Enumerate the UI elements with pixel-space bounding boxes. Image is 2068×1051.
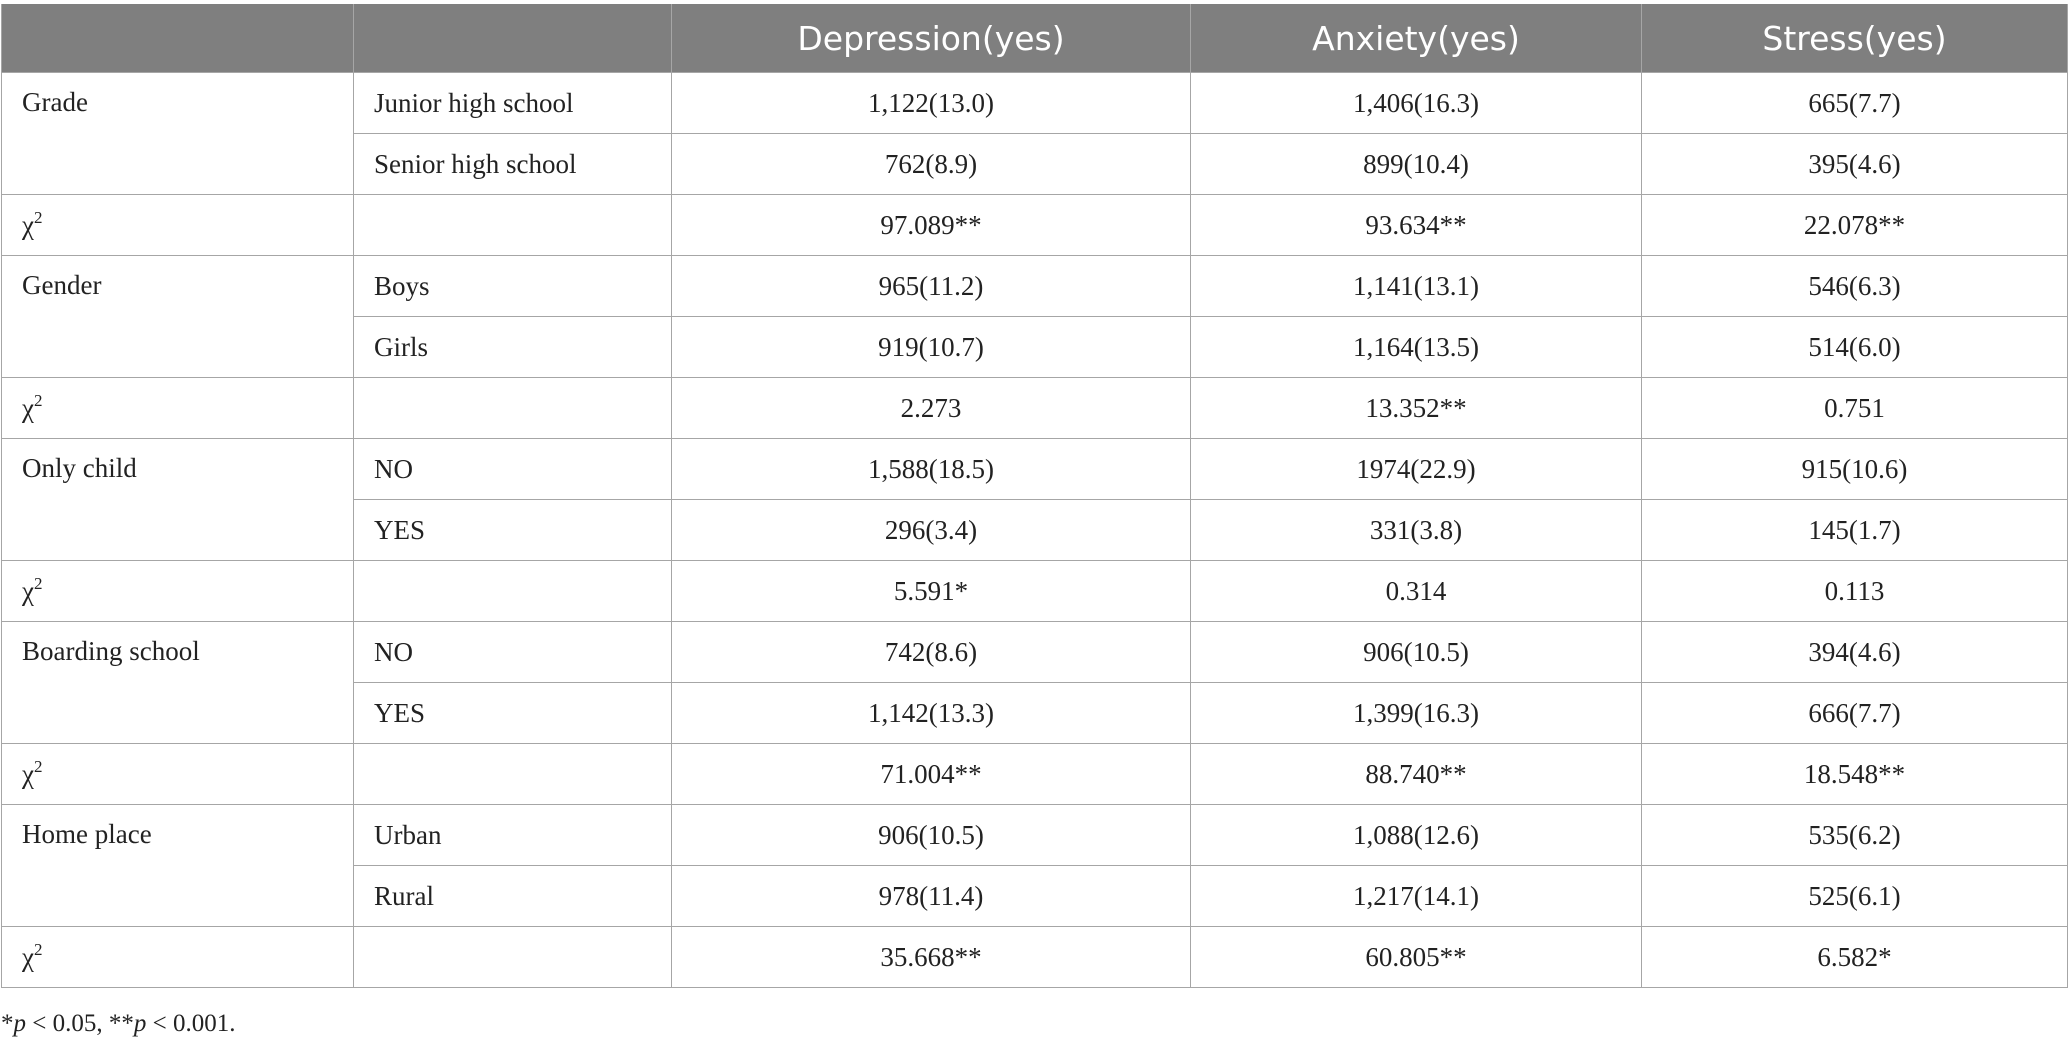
chi-square-row — [2, 378, 2068, 439]
value-cell-depression: 742(8.6) — [672, 622, 1191, 683]
value-cell-depression: 906(10.5) — [672, 805, 1191, 866]
value-cell-depression: 919(10.7) — [672, 317, 1191, 378]
chi-symbol: χ — [22, 392, 34, 423]
chi-square-row — [2, 744, 2068, 805]
chi-symbol: χ — [22, 758, 34, 789]
header-cell-anxiety: Anxiety(yes) — [1191, 4, 1642, 73]
level-cell: YES — [354, 500, 672, 561]
chi-symbol: χ — [22, 941, 34, 972]
value-cell-stress: 915(10.6) — [1642, 439, 2068, 500]
value-cell-depression: 965(11.2) — [672, 256, 1191, 317]
header-cell-variable — [2, 4, 354, 73]
footnote-star-2: ** — [108, 1010, 134, 1037]
chi-value-anxiety: 0.314 — [1191, 561, 1642, 622]
level-cell: YES — [354, 683, 672, 744]
chi-value-depression: 5.591* — [672, 561, 1191, 622]
table-row — [2, 439, 2068, 500]
chi-square-label — [2, 927, 354, 988]
value-cell-depression: 1,588(18.5) — [672, 439, 1191, 500]
value-cell-stress: 525(6.1) — [1642, 866, 2068, 927]
value-cell-depression: 978(11.4) — [672, 866, 1191, 927]
variable-cell: Home place — [2, 805, 354, 927]
chi-square-row — [2, 561, 2068, 622]
value-cell-depression: 296(3.4) — [672, 500, 1191, 561]
chi-superscript: 2 — [33, 939, 43, 959]
table-container — [0, 4, 2068, 988]
table-footnote — [1, 1010, 235, 1038]
header-cell-level — [354, 4, 672, 73]
chi-square-row — [2, 927, 2068, 988]
level-cell: Senior high school — [354, 134, 672, 195]
chi-value-stress: 0.751 — [1642, 378, 2068, 439]
level-cell: NO — [354, 622, 672, 683]
table-row — [2, 256, 2068, 317]
level-cell: Junior high school — [354, 73, 672, 134]
chi-value-stress: 22.078** — [1642, 195, 2068, 256]
chi-value-anxiety: 13.352** — [1191, 378, 1642, 439]
empty-cell — [354, 195, 672, 256]
chi-value-anxiety: 60.805** — [1191, 927, 1642, 988]
value-cell-depression: 1,122(13.0) — [672, 73, 1191, 134]
footnote-p-var-1: p — [13, 1010, 26, 1037]
chi-square-label — [2, 195, 354, 256]
value-cell-depression: 762(8.9) — [672, 134, 1191, 195]
value-cell-anxiety: 1,141(13.1) — [1191, 256, 1642, 317]
level-cell: Girls — [354, 317, 672, 378]
header-row — [2, 4, 2068, 73]
chi-superscript: 2 — [33, 207, 43, 227]
value-cell-anxiety: 899(10.4) — [1191, 134, 1642, 195]
level-cell: NO — [354, 439, 672, 500]
chi-superscript: 2 — [33, 573, 43, 593]
value-cell-stress: 514(6.0) — [1642, 317, 2068, 378]
value-cell-stress: 145(1.7) — [1642, 500, 2068, 561]
chi-square-label — [2, 561, 354, 622]
value-cell-stress: 665(7.7) — [1642, 73, 2068, 134]
value-cell-anxiety: 1,164(13.5) — [1191, 317, 1642, 378]
footnote-p-var-2: p — [133, 1010, 147, 1037]
chi-symbol: χ — [22, 209, 34, 240]
chi-superscript: 2 — [33, 390, 43, 410]
empty-cell — [354, 927, 672, 988]
chi-value-depression: 35.668** — [672, 927, 1191, 988]
chi-value-stress: 6.582* — [1642, 927, 2068, 988]
chi-value-anxiety: 88.740** — [1191, 744, 1642, 805]
value-cell-anxiety: 1,406(16.3) — [1191, 73, 1642, 134]
empty-cell — [354, 561, 672, 622]
chi-value-depression: 97.089** — [672, 195, 1191, 256]
value-cell-depression: 1,142(13.3) — [672, 683, 1191, 744]
header-cell-stress: Stress(yes) — [1642, 4, 2068, 73]
value-cell-stress: 666(7.7) — [1642, 683, 2068, 744]
chi-square-label — [2, 744, 354, 805]
chi-square-row — [2, 195, 2068, 256]
footnote-threshold-2: < 0.001. — [146, 1010, 236, 1037]
value-cell-anxiety: 1,217(14.1) — [1191, 866, 1642, 927]
header-cell-depression: Depression(yes) — [672, 4, 1191, 73]
chi-value-anxiety: 93.634** — [1191, 195, 1642, 256]
chi-value-depression: 71.004** — [672, 744, 1191, 805]
table-header — [2, 4, 2068, 73]
value-cell-anxiety: 331(3.8) — [1191, 500, 1642, 561]
empty-cell — [354, 744, 672, 805]
footnote-star-1: * — [1, 1010, 14, 1037]
footnote-threshold-1: < 0.05, — [26, 1010, 109, 1037]
chi-symbol: χ — [22, 575, 34, 606]
chi-superscript: 2 — [33, 756, 43, 776]
level-cell: Urban — [354, 805, 672, 866]
table-row — [2, 805, 2068, 866]
variable-cell: Only child — [2, 439, 354, 561]
chi-value-depression: 2.273 — [672, 378, 1191, 439]
table-body — [2, 73, 2068, 988]
empty-cell — [354, 378, 672, 439]
variable-cell: Boarding school — [2, 622, 354, 744]
value-cell-stress: 546(6.3) — [1642, 256, 2068, 317]
table-row — [2, 73, 2068, 134]
chi-square-label — [2, 378, 354, 439]
variable-cell: Gender — [2, 256, 354, 378]
value-cell-anxiety: 1,399(16.3) — [1191, 683, 1642, 744]
value-cell-stress: 395(4.6) — [1642, 134, 2068, 195]
level-cell: Rural — [354, 866, 672, 927]
value-cell-stress: 394(4.6) — [1642, 622, 2068, 683]
variable-cell: Grade — [2, 73, 354, 195]
chi-value-stress: 18.548** — [1642, 744, 2068, 805]
chi-square-table — [1, 4, 2068, 988]
chi-value-stress: 0.113 — [1642, 561, 2068, 622]
table-row — [2, 622, 2068, 683]
level-cell: Boys — [354, 256, 672, 317]
value-cell-anxiety: 906(10.5) — [1191, 622, 1642, 683]
value-cell-anxiety: 1974(22.9) — [1191, 439, 1642, 500]
value-cell-stress: 535(6.2) — [1642, 805, 2068, 866]
value-cell-anxiety: 1,088(12.6) — [1191, 805, 1642, 866]
